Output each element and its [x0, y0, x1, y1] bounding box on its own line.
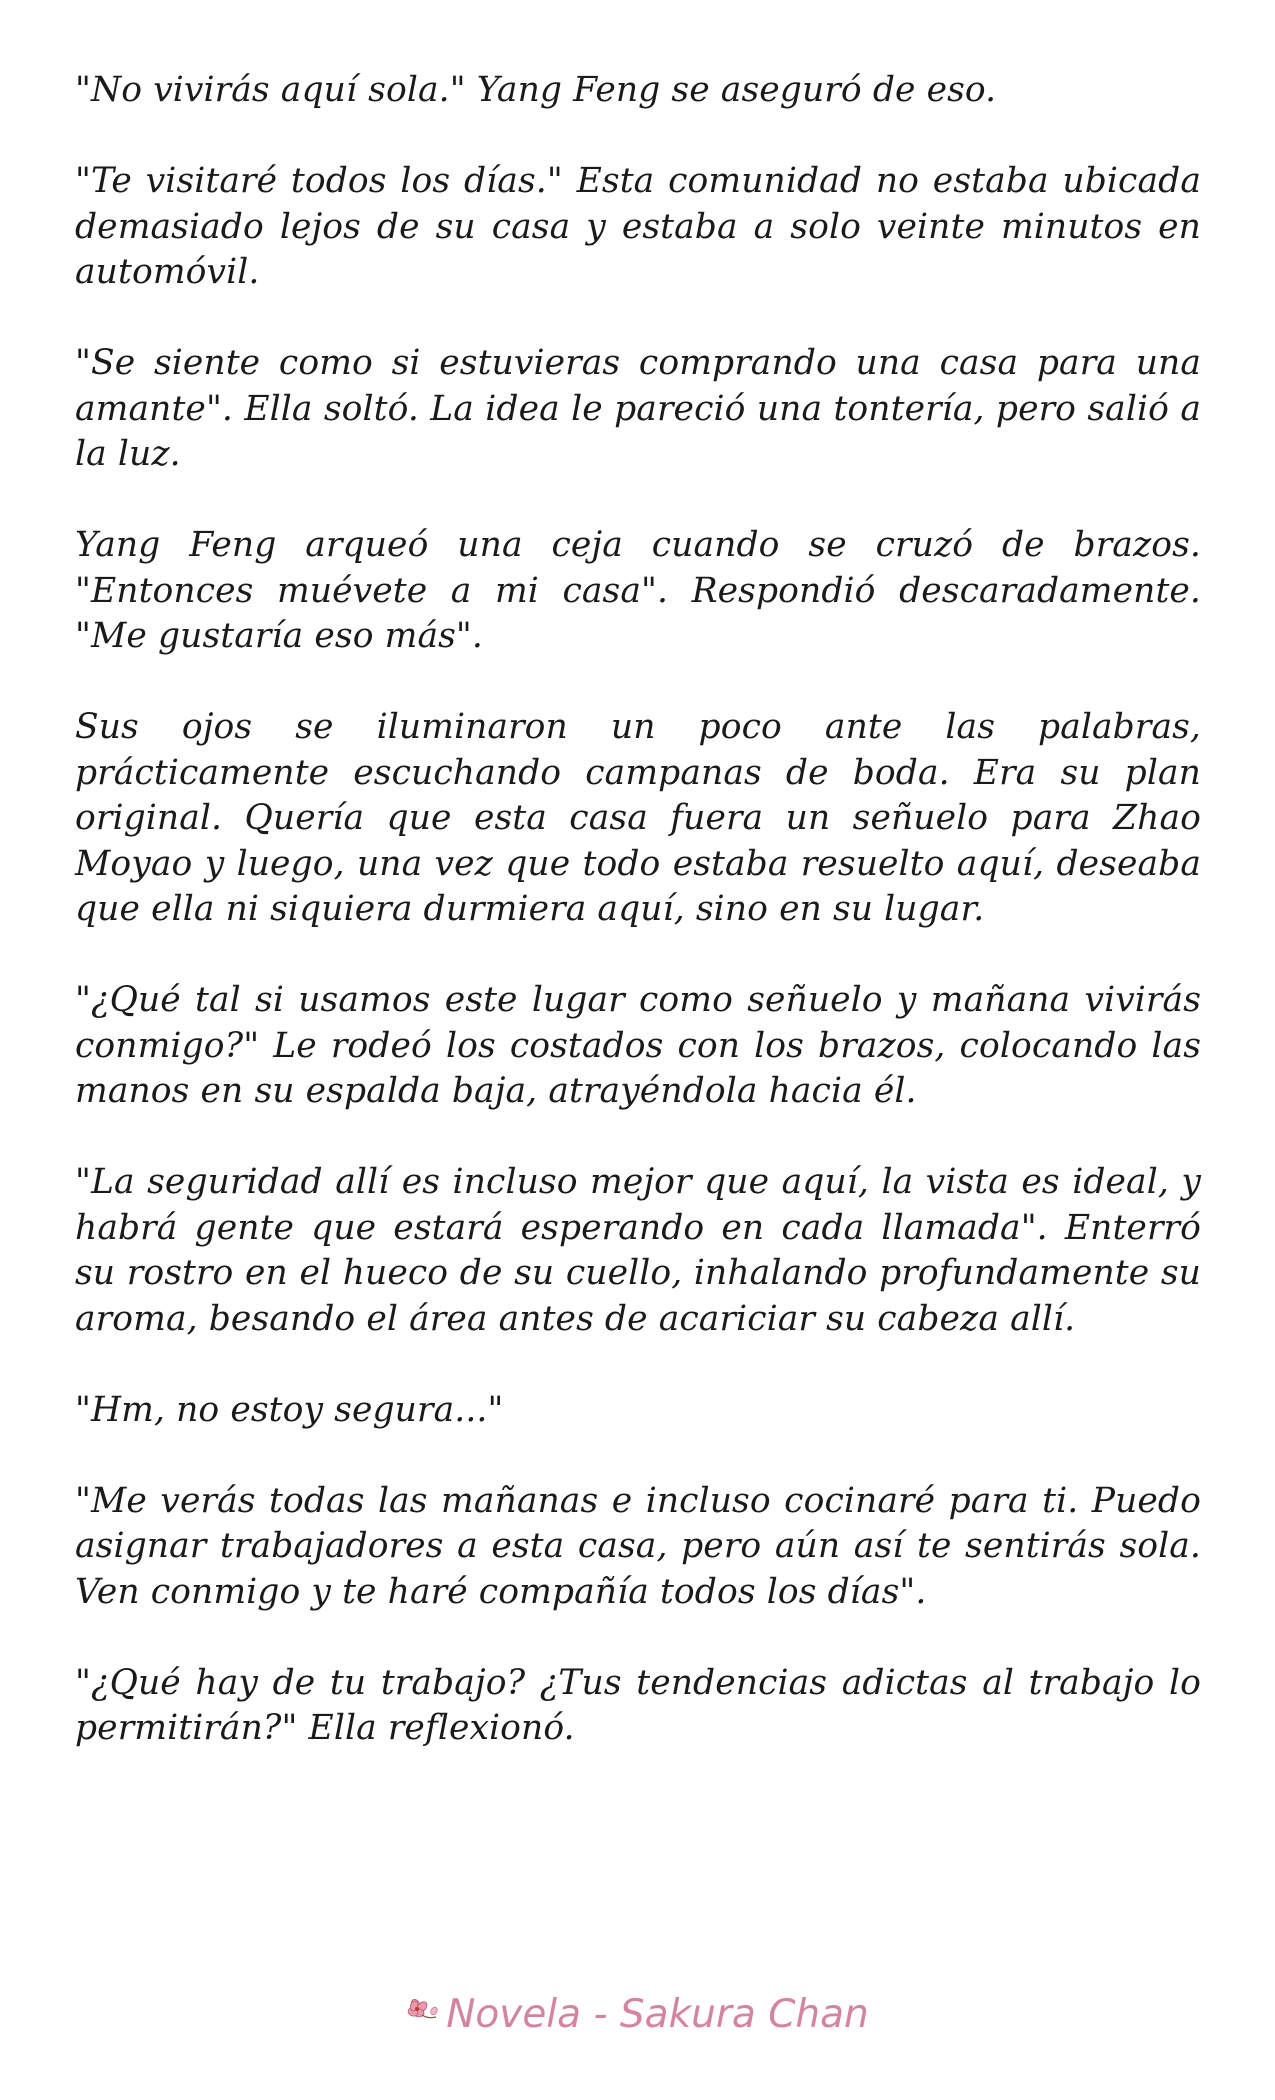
- document-body: [75, 68, 1201, 1797]
- sakura-flower-icon: [406, 1990, 444, 2018]
- paragraph: "Se siente como si estuvieras comprando una casa para una amante". Ella soltó. La idea le pareció una tontería, pero salió a la luz.: [75, 343, 1201, 474]
- paragraph: Sus ojos se iluminaron un poco ante las palabras, prácticamente escuchando campanas de boda. Era su plan original. Quería que esta casa fuera un señuelo para Zhao Moyao y luego, una vez que todo estaba resuelto aquí, deseaba que ella ni siquiera durmiera aquí, sino en su lugar.: [75, 707, 1201, 929]
- paragraph: Yang Feng arqueó una ceja cuando se cruzó de brazos. "Entonces muévete a mi casa". Respondió descaradamente. "Me gustaría eso más".: [75, 525, 1201, 656]
- watermark: [0, 1990, 1275, 2037]
- paragraph: "Hm, no estoy segura...": [75, 1389, 504, 1430]
- paragraph: "La seguridad allí es incluso mejor que aquí, la vista es ideal, y habrá gente que estará esperando en cada llamada". Enterró su rostro en el hueco de su cuello, inhalando profundamente su aroma, besando el área antes de acariciar su cabeza allí.: [75, 1162, 1201, 1339]
- watermark-text: Novela - Sakura Chan: [446, 1992, 869, 2037]
- paragraph: "Te visitaré todos los días." Esta comunidad no estaba ubicada demasiado lejos de su casa y estaba a solo veinte minutos en automóvil.: [75, 161, 1201, 292]
- paragraph: "Me verás todas las mañanas e incluso cocinaré para ti. Puedo asignar trabajadores a esta casa, pero aún así te sentirás sola. Ven conmigo y te haré compañía todos los días".: [75, 1480, 1201, 1612]
- paragraph: "No vivirás aquí sola." Yang Feng se aseguró de eso.: [75, 70, 997, 110]
- paragraph: "¿Qué tal si usamos este lugar como señuelo y mañana vivirás conmigo?" Le rodeó los costados con los brazos, colocando las manos en su espalda baja, atrayéndola hacia él.: [75, 980, 1201, 1111]
- paragraph: "¿Qué hay de tu trabajo? ¿Tus tendencias adictas al trabajo lo permitirán?" Ella reflexionó.: [75, 1662, 1201, 1748]
